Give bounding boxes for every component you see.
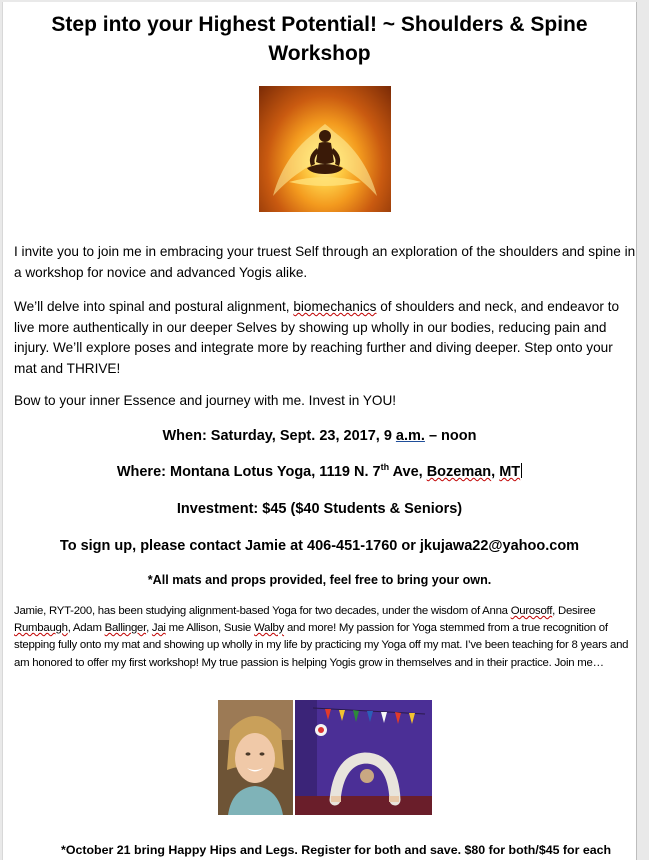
bio-ourosoff: Ourosoff xyxy=(510,605,553,617)
intro-p2-text-b: of shoulders and neck, and endeavor to live more authentically in our deeper Selves by showing up wholly in our bodies, reducing pain and injury. We’ll explore poses and integrate more by reaching further and diving deeper. Step onto your mat and THRIVE! xyxy=(14,299,620,376)
bio-paragraph xyxy=(14,603,636,672)
text-cursor xyxy=(521,463,522,478)
where-city: Bozeman xyxy=(426,464,492,480)
page-title: Step into your Highest Potential! ~ Shoulders & Spine Workshop xyxy=(51,13,588,65)
instructor-portrait-photo xyxy=(218,700,293,815)
where-comma: , xyxy=(491,464,500,480)
bio-walby: Walby xyxy=(254,622,285,635)
document-page xyxy=(2,2,637,860)
bio-a: Jamie, RYT-200, has been studying alignment-based Yoga for two decades, under the wisdom of Anna xyxy=(14,605,511,617)
where-line xyxy=(13,462,626,482)
when-text-b: – noon xyxy=(424,428,477,444)
biomechanics-word: biomechanics xyxy=(293,299,377,314)
bio-ballinger: Ballinger xyxy=(104,622,147,635)
when-line xyxy=(13,426,626,446)
signup-line: To sign up, please contact Jamie at 406-451-1760 or jkujawa22@yahoo.com xyxy=(59,538,580,554)
investment-line: Investment: $45 ($40 Students & Seniors) xyxy=(176,501,463,517)
backbend-pose-photo xyxy=(295,700,432,815)
when-am: a.m. xyxy=(395,428,425,444)
where-text-a: Where: Montana Lotus Yoga, 1119 N. 7 xyxy=(116,464,381,480)
bio-jai: Jai xyxy=(151,622,166,635)
meditation-silhouette-image xyxy=(259,86,391,212)
intro-paragraph-1: I invite you to join me in embracing your truest Self through an exploration of the shoulders and spine in a workshop for novice and advanced Yogis alike. xyxy=(14,244,636,280)
bio-c: , Adam xyxy=(67,622,105,635)
mats-note: *All mats and props provided, feel free to bring your own. xyxy=(147,573,492,587)
when-text-a: When: Saturday, Sept. 23, 2017, 9 xyxy=(162,428,396,444)
intro-p2-text-a: We’ll delve into spinal and postural alignment, xyxy=(14,299,294,314)
bio-b: , Desiree xyxy=(552,605,596,617)
where-text-b: Ave, xyxy=(389,464,427,480)
footer-note: *October 21 bring Happy Hips and Legs. Register for both and save. $80 for both/$45 for each xyxy=(61,843,612,857)
bio-f: and more! My passion for Yoga stemmed from a true recognition of stepping fully onto my mat and showing up wholly in my life by practicing my Yoga off my mat. I’ve been teaching for 8 years and am honored to offer my first workshop! My true passion is helping Yogis grow in themselves and in their practice. Join me… xyxy=(14,622,629,669)
intro-paragraph-3: Bow to your inner Essence and journey with me. Invest in YOU! xyxy=(14,393,397,408)
bio-e: me Allison, Susie xyxy=(165,622,255,635)
bio-rumbaugh: Rumbaugh xyxy=(14,622,68,635)
where-state: MT xyxy=(499,464,521,480)
where-sup: th xyxy=(380,462,390,473)
intro-paragraph-2 xyxy=(14,297,636,379)
bio-d: , xyxy=(146,622,152,635)
